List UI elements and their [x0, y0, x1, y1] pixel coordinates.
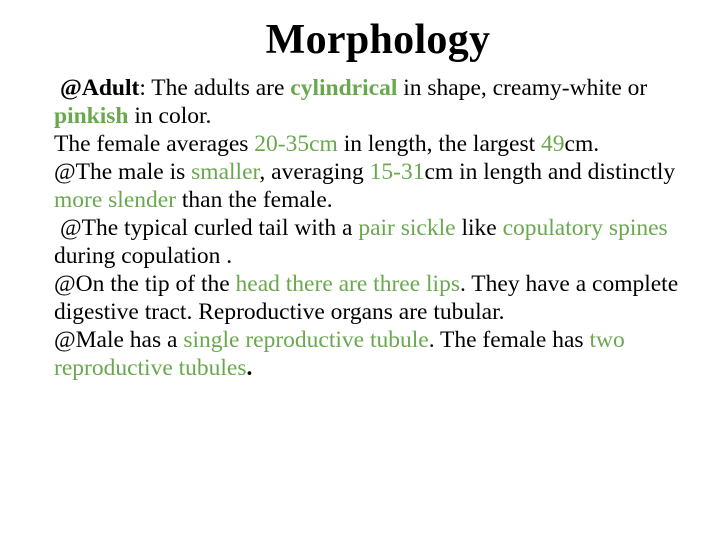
paragraph-2	[54, 130, 694, 158]
highlight-text: cylindrical	[290, 75, 398, 101]
text-run: @Adult	[60, 75, 140, 101]
highlight-text: more slender	[54, 187, 177, 213]
highlight-text: copulatory spines	[502, 215, 668, 241]
slide-body	[54, 74, 694, 382]
highlight-text: 15-31	[369, 159, 425, 185]
highlight-text: head there are three lips	[235, 271, 460, 297]
text-run: @The male is	[54, 159, 192, 185]
highlight-text: pair sickle	[358, 215, 456, 241]
text-run: . The female has	[428, 327, 590, 353]
paragraph-3	[54, 158, 694, 214]
paragraph-6	[54, 326, 694, 382]
text-run: : The adults are	[139, 75, 291, 101]
text-run: in length, the largest	[337, 131, 542, 157]
text-run: in shape, creamy-white or	[397, 75, 648, 101]
text-run: , averaging	[259, 159, 370, 185]
text-run: cm in length and distinctly	[424, 159, 676, 185]
highlight-text: single reproductive tubule	[183, 327, 429, 353]
highlight-text: smaller	[191, 159, 260, 185]
text-run: cm.	[564, 131, 600, 157]
paragraph-1	[54, 74, 694, 130]
highlight-text: pinkish	[54, 103, 129, 129]
text-run: @Male has a	[54, 327, 184, 353]
highlight-text: two reproductive tubules	[54, 327, 625, 381]
text-run: .	[246, 355, 253, 381]
text-run: The female averages	[54, 131, 255, 157]
text-run: . They have a complete digestive tract. Reproductive organs are tubular.	[54, 271, 679, 325]
text-run: in color.	[128, 103, 212, 129]
paragraph-5	[54, 270, 694, 326]
slide-title: Morphology	[265, 17, 491, 63]
text-run: @The typical curled tail with a	[60, 215, 359, 241]
text-run: than the female.	[176, 187, 333, 213]
text-run: @On the tip of the	[54, 271, 236, 297]
paragraph-4	[54, 214, 694, 270]
text-run: during copulation .	[54, 243, 233, 269]
highlight-text: 49	[541, 131, 565, 157]
highlight-text: 20-35cm	[254, 131, 338, 157]
text-run: like	[455, 215, 503, 241]
